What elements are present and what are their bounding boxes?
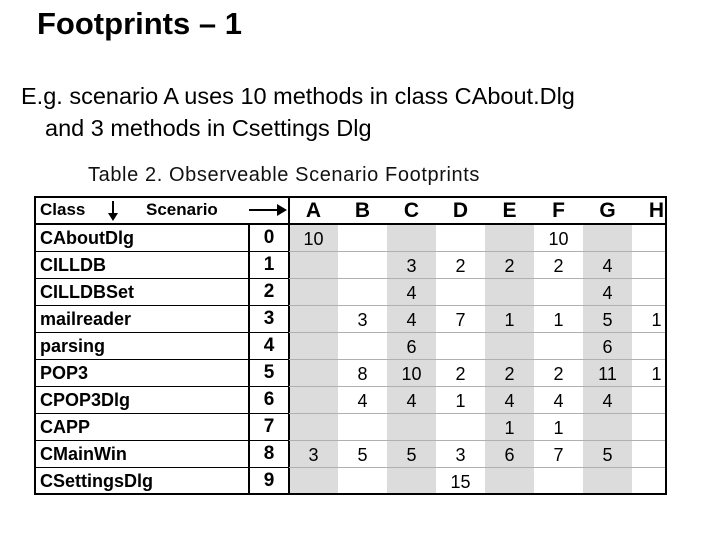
column-header: H xyxy=(648,199,665,222)
footprint-count-cell: 5 xyxy=(406,445,417,465)
scenario-index-cell: 4 xyxy=(263,335,275,356)
footprint-count-cell: 6 xyxy=(602,337,613,357)
footprint-count-cell: 15 xyxy=(450,472,471,492)
scenario-index-cell: 5 xyxy=(263,362,275,383)
arrow-down-icon xyxy=(108,201,118,221)
footprint-count-cell: 11 xyxy=(598,364,617,384)
table-row xyxy=(36,279,665,306)
footprint-count-cell: 4 xyxy=(553,391,564,411)
body-line-1: E.g. scenario A uses 10 methods in class CAbout.Dlg xyxy=(21,83,575,109)
footprint-count-cell: 10 xyxy=(303,229,324,249)
slide-title: Footprints – 1 xyxy=(37,6,242,41)
class-name-cell: CILLDB xyxy=(40,255,106,275)
footprint-count-cell: 5 xyxy=(602,310,613,330)
class-name-cell: CPOP3Dlg xyxy=(40,390,131,410)
column-header: C xyxy=(403,199,420,222)
header-scenario-label: Scenario xyxy=(146,200,218,219)
footprint-count-cell: 6 xyxy=(504,445,515,465)
footprint-count-cell: 1 xyxy=(651,364,662,384)
footprint-count-cell: 7 xyxy=(553,445,564,465)
table-row xyxy=(36,441,665,468)
column-header: D xyxy=(452,199,469,222)
scenario-index-cell: 2 xyxy=(263,281,275,302)
footprint-count-cell: 4 xyxy=(602,391,613,411)
footprint-count-cell: 10 xyxy=(401,364,422,384)
scenario-index-cell: 9 xyxy=(263,470,275,491)
class-name-cell: CAboutDlg xyxy=(40,228,134,248)
column-header: G xyxy=(599,199,616,222)
footprint-count-cell: 1 xyxy=(504,418,515,438)
table-row xyxy=(36,360,665,387)
scenario-index-cell: 7 xyxy=(263,416,275,437)
class-name-cell: POP3 xyxy=(40,363,89,383)
footprint-count-cell: 4 xyxy=(406,283,417,303)
footprint-count-cell: 2 xyxy=(504,364,515,384)
scenario-index-cell: 1 xyxy=(263,254,275,275)
footprint-count-cell: 10 xyxy=(548,229,569,249)
footprint-count-cell: 1 xyxy=(651,310,662,330)
footprint-count-cell: 3 xyxy=(308,445,319,465)
table-row xyxy=(36,387,665,414)
footprint-count-cell: 1 xyxy=(553,310,564,330)
footprint-count-cell: 4 xyxy=(406,391,417,411)
footprint-count-cell: 2 xyxy=(553,364,564,384)
column-header: B xyxy=(354,199,371,222)
slide-body-text xyxy=(21,80,711,144)
scenario-index-cell: 3 xyxy=(263,308,275,329)
column-header: A xyxy=(305,199,322,222)
column-header: F xyxy=(552,199,565,222)
header-class-label: Class xyxy=(40,200,86,219)
table-caption: Table 2. Observeable Scenario Footprints xyxy=(88,164,480,186)
footprint-count-cell: 4 xyxy=(602,256,613,276)
footprint-count-cell: 6 xyxy=(406,337,417,357)
footprint-count-cell: 3 xyxy=(455,445,466,465)
footprint-count-cell: 1 xyxy=(553,418,564,438)
footprint-count-cell: 1 xyxy=(504,310,515,330)
footprint-count-cell: 5 xyxy=(357,445,368,465)
scenario-index-cell: 8 xyxy=(263,443,275,464)
table-row xyxy=(36,333,665,360)
footprint-count-cell: 8 xyxy=(357,364,368,384)
table-row xyxy=(36,225,665,252)
table-header-row xyxy=(36,198,665,225)
class-name-cell: CMainWin xyxy=(40,444,127,464)
footprint-count-cell: 3 xyxy=(357,310,368,330)
footprint-count-cell: 3 xyxy=(406,256,417,276)
column-header: E xyxy=(502,199,517,222)
footprint-count-cell: 2 xyxy=(455,364,466,384)
footprint-count-cell: 7 xyxy=(455,310,466,330)
class-name-cell: CILLDBSet xyxy=(40,282,134,302)
class-name-cell: parsing xyxy=(40,336,106,356)
footprint-count-cell: 1 xyxy=(455,391,466,411)
table-row xyxy=(36,414,665,441)
footprint-count-cell: 4 xyxy=(406,310,417,330)
arrow-right-icon xyxy=(249,204,287,216)
table-row xyxy=(36,306,665,333)
class-name-cell: mailreader xyxy=(40,309,132,329)
scenario-index-cell: 0 xyxy=(263,227,275,248)
footprint-count-cell: 4 xyxy=(504,391,515,411)
footprint-count-cell: 2 xyxy=(504,256,515,276)
table-row xyxy=(36,252,665,279)
footprints-table xyxy=(34,196,667,495)
scenario-index-cell: 6 xyxy=(263,389,275,410)
footprint-count-cell: 2 xyxy=(553,256,564,276)
footprint-count-cell: 4 xyxy=(357,391,368,411)
footprint-count-cell: 5 xyxy=(602,445,613,465)
body-line-2: and 3 methods in Csettings Dlg xyxy=(45,115,372,141)
footprint-count-cell: 2 xyxy=(455,256,466,276)
class-name-cell: CSettingsDlg xyxy=(40,471,154,491)
footprint-count-cell: 4 xyxy=(602,283,613,303)
table-row xyxy=(36,468,665,495)
class-name-cell: CAPP xyxy=(40,417,91,437)
